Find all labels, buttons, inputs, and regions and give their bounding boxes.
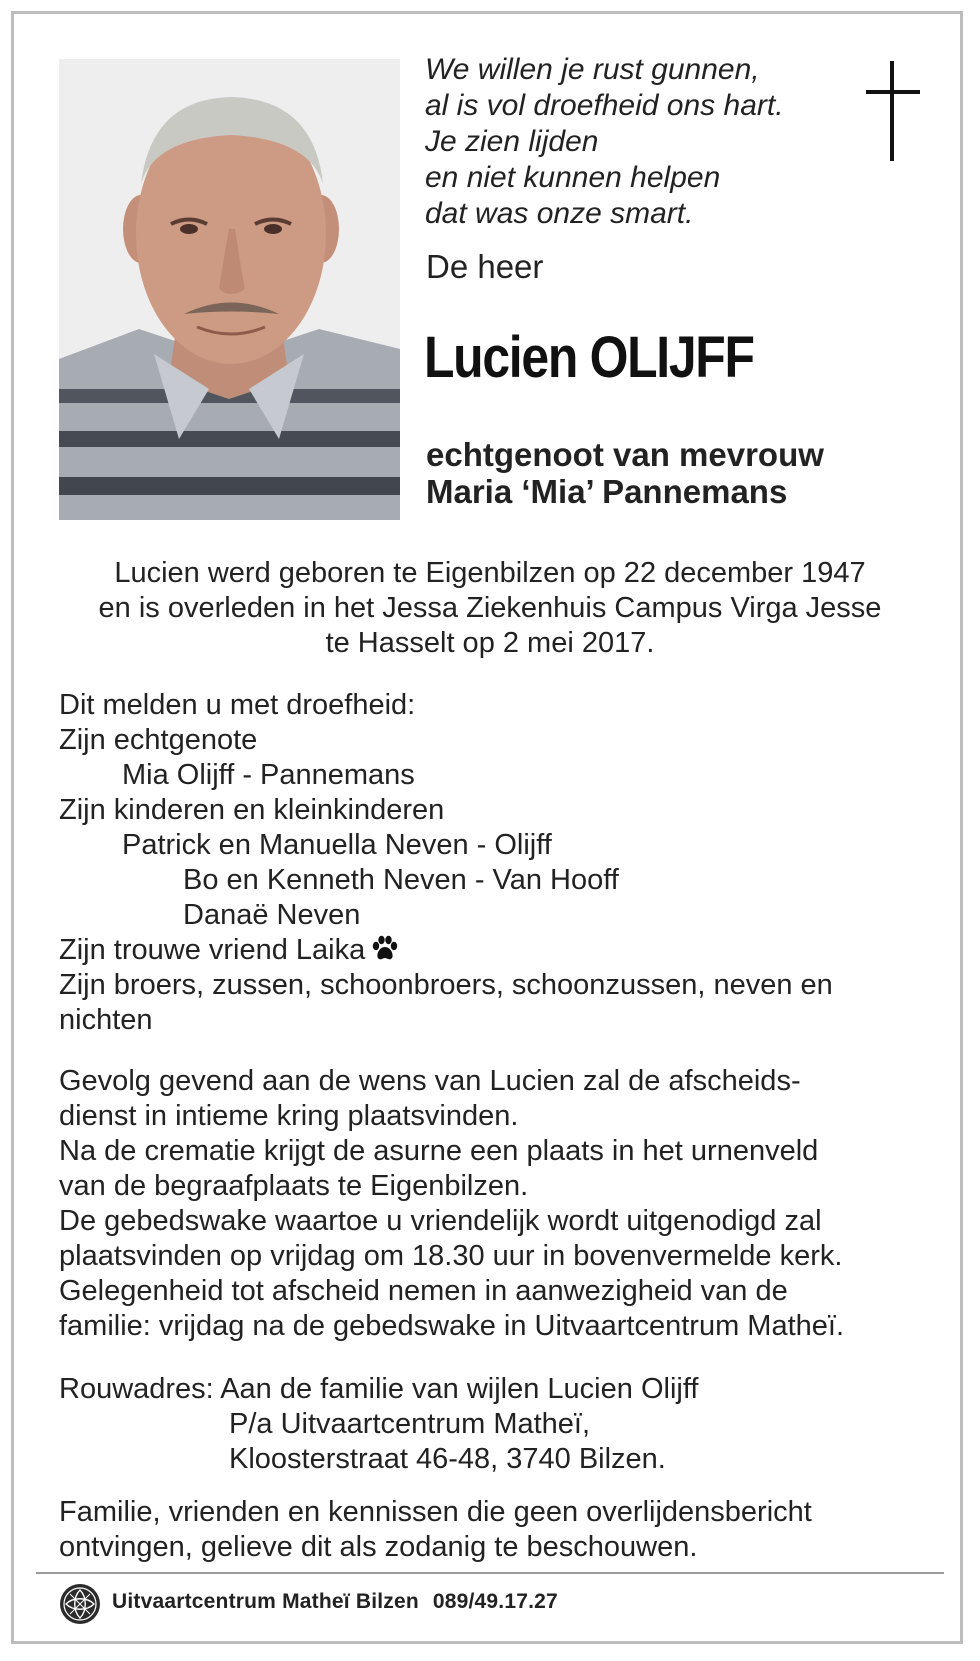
service-line: van de begraafplaats te Eigenbilzen. (59, 1170, 529, 1202)
grandchild-name: Danaë Neven (183, 899, 361, 931)
wife-name: Mia Olijff - Pannemans (122, 759, 415, 791)
funeral-home-phone: 089/49.17.27 (432, 1590, 558, 1613)
address-line: Rouwadres: Aan de familie van wijlen Lucien Olijff (59, 1373, 699, 1405)
service-line: De gebedswake waartoe u vriendelijk wordt uitgenodigd zal (59, 1205, 822, 1237)
poem-line: al is vol droefheid ons hart. (425, 89, 784, 122)
spouse-line: echtgenoot van mevrouw (426, 436, 824, 473)
birth-line: Lucien werd geboren te Eigenbilzen op 22 december 1947 (114, 557, 866, 589)
poem-line: en niet kunnen helpen (425, 161, 721, 194)
wife-label: Zijn echtgenote (59, 724, 258, 756)
cross-icon (862, 61, 924, 161)
birth-line: te Hasselt op 2 mei 2017. (325, 627, 655, 659)
birth-line: en is overleden in het Jessa Ziekenhuis Campus Virga Jesse (98, 592, 882, 624)
family-list (59, 688, 833, 1038)
relatives-line: nichten (59, 1004, 153, 1036)
service-line: plaatsvinden op vrijdag om 18.30 uur in bovenvermelde kerk. (59, 1240, 843, 1272)
funeral-home-logo-icon (59, 1583, 101, 1625)
relatives-line: Zijn broers, zussen, schoonbroers, schoonzussen, neven en (59, 969, 833, 1001)
service-line: Gelegenheid tot afscheid nemen in aanwezigheid van de (59, 1275, 788, 1307)
closing-line: Familie, vrienden en kennissen die geen overlijdensbericht (59, 1496, 812, 1528)
address-line: P/a Uitvaartcentrum Matheï, (229, 1408, 591, 1440)
spouse-name: Maria ‘Mia’ Pannemans (426, 473, 788, 510)
grandchild-name: Bo en Kenneth Neven - Van Hooff (183, 864, 619, 896)
funeral-home-name: Uitvaartcentrum Matheï Bilzen (112, 1590, 419, 1613)
service-line: Na de crematie krijgt de asurne een plaats in het urnenveld (59, 1135, 819, 1167)
closing-note (59, 1495, 812, 1565)
poem (425, 52, 784, 232)
children-label: Zijn kinderen en kleinkinderen (59, 794, 445, 826)
friend-name: Zijn trouwe vriend Laika (59, 934, 366, 966)
service-info (59, 1064, 844, 1344)
deceased-title: De heer (426, 248, 544, 285)
closing-line: ontvingen, gelieve dit als zodanig te beschouwen. (59, 1531, 698, 1563)
service-line: dienst in intieme kring plaatsvinden. (59, 1100, 519, 1132)
mourning-address (59, 1372, 698, 1477)
portrait-photo (59, 59, 400, 520)
poem-line: Je zien lijden (425, 125, 599, 158)
poem-line: We willen je rust gunnen, (425, 53, 760, 86)
service-line: Gevolg gevend aan de wens van Lucien zal de afscheids- (59, 1065, 801, 1097)
friend-line (59, 933, 833, 968)
birth-death-info (50, 556, 930, 661)
spouse-info (426, 436, 824, 510)
service-line: familie: vrijdag na de gebedswake in Uitvaartcentrum Matheï. (59, 1310, 844, 1342)
address-line: Kloosterstraat 46-48, 3740 Bilzen. (229, 1443, 666, 1475)
footer-divider (36, 1572, 944, 1574)
child-name: Patrick en Manuella Neven - Olijff (122, 829, 552, 861)
footer (112, 1590, 558, 1614)
family-intro: Dit melden u met droefheid: (59, 689, 416, 721)
poem-line: dat was onze smart. (425, 197, 694, 230)
deceased-name: Lucien OLIJFF (424, 325, 754, 390)
paw-icon (371, 935, 399, 961)
